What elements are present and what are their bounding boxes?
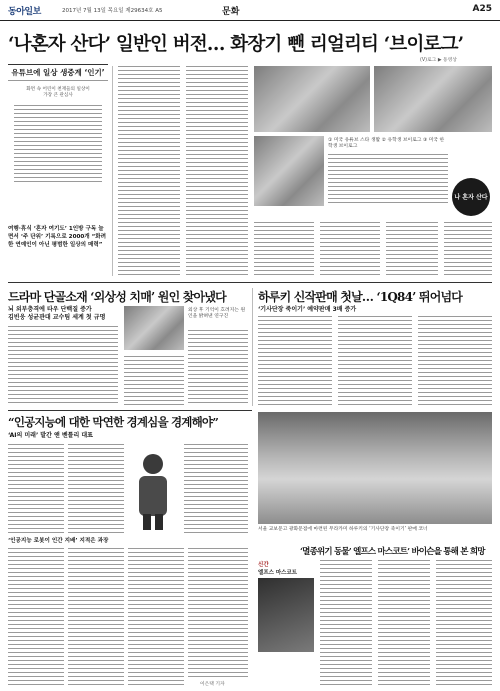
book-cover-image	[258, 578, 314, 652]
top-story-body-col-4	[320, 222, 380, 276]
column-divider	[112, 66, 113, 276]
book-label: 신간	[258, 562, 269, 568]
newspaper-logo: 동아일보	[8, 7, 41, 17]
mid-left-subhead-2: 김빈웅 성균관대 교수팀 세계 첫 규명	[8, 313, 106, 321]
section-rule	[8, 410, 252, 411]
bookstore-photo	[258, 412, 492, 524]
bottom-left-body-col-1	[8, 444, 64, 534]
bookstore-photo-caption: 서울 교보문고 광화문점에 마련된 무라카미 하루키의 ‘기사단장 죽이기’ 판매 코너	[258, 527, 428, 532]
top-story-body-col-1	[118, 66, 180, 276]
top-story-headline: ‘나혼자 산다’ 일반인 버전… 화장기 뺀 리얼리티 ‘브이로그’	[8, 34, 464, 55]
book-title: 엘프스 마스코트	[258, 570, 298, 576]
mid-right-body-col-1	[258, 316, 332, 406]
top-story-quote: 여행·휴식 ‘혼자 여기도’ 1인방 구독 늘면서 ‘주 단위’ 기록으로 2000개 “화려한 연예인이 아닌 평범한 일상의 매력”	[8, 226, 107, 248]
mid-right-body-col-2	[338, 316, 412, 406]
top-story-sidebar	[8, 64, 108, 274]
mid-left-body-col-3	[188, 330, 248, 406]
page-number: A25	[472, 4, 492, 14]
sidebar-title: 유튜브에 일상 생중계 ‘인기’	[8, 64, 108, 81]
bottom-left-byline: 이은택 기자	[200, 682, 225, 687]
mid-right-subhead: ‘기사단장 죽이기’ 예약판매 3배 증가	[258, 306, 357, 313]
section-rule	[8, 282, 492, 283]
mid-left-subhead-1: 뇌 외부충격에 타우 단백질 증가	[8, 306, 92, 313]
top-story-photo-1	[254, 66, 370, 132]
badge-label: 나 혼자 산다	[454, 193, 488, 201]
mid-left-photo-caption: 외상 후 기억이 흐려지는 원인을 밝혀낸 연구진	[188, 308, 246, 319]
top-story-body-col-2	[186, 66, 248, 276]
mid-left-body-col-2	[124, 356, 184, 406]
bottom-right-headline: ‘멸종위기 동물’ 엘프스 마스코트’ 바이슨을 통해 본 희망	[300, 547, 485, 557]
sidebar-line-2: 가장 큰 관심사	[43, 93, 73, 98]
bottom-left-body-col-3	[184, 444, 248, 534]
publication-info: 2017년 7월 13일 목요일 제29634호 A5	[62, 8, 163, 14]
bottom-left-subhead: ‘AI의 미래’ 발간 앤 벤틀리 대표	[8, 432, 93, 439]
bottom-left-body-col-6	[128, 548, 184, 688]
top-story-photo-caption: ① 미국 유튜브 스타 생활 ② 유학생 브이로그 ③ 미국 한 학생 브이로그	[328, 138, 448, 204]
bottom-right-body-col-3	[436, 560, 492, 686]
person-portrait	[128, 440, 178, 530]
mid-right-body-col-3	[418, 316, 492, 406]
badge-icon	[452, 178, 490, 216]
top-story-photo-3	[254, 136, 324, 206]
bottom-left-headline: “인공지능에 대한 막연한 경계심을 경계해야”	[8, 415, 219, 429]
mid-left-body-col-1	[8, 326, 118, 406]
top-story-kicker: (V)로그 ▶ 동영상	[420, 58, 457, 63]
column-divider	[252, 288, 253, 406]
bottom-right-body-col-1	[320, 560, 372, 686]
person-icon	[133, 450, 173, 530]
sidebar-body-text	[14, 105, 102, 185]
bottom-left-body-col-2	[68, 444, 124, 534]
top-story-body-col-5	[386, 222, 438, 276]
mid-right-headline: 하루키 신작판매 첫날… ‘1Q84’ 뛰어넘다	[258, 290, 463, 304]
mid-left-photo	[124, 306, 184, 350]
bottom-left-body-col-7	[188, 548, 248, 678]
sidebar-line-1: 화면 속 어린이 천재들의 일상이	[26, 87, 90, 92]
bottom-left-body-col-5	[68, 548, 124, 688]
top-story-photo-2	[374, 66, 492, 132]
bottom-left-body-col-4	[8, 548, 64, 688]
bottom-right-body-col-2	[378, 560, 430, 686]
top-story-body-col-3	[254, 222, 314, 276]
book-info	[258, 560, 318, 576]
top-story-body-col-6	[444, 222, 492, 276]
mid-left-subheads	[8, 306, 118, 321]
mid-left-headline: 드라마 단골소재 ‘외상성 치매’ 원인 찾아냈다	[8, 290, 226, 304]
bottom-left-body-heading: ‘인공지능 로봇이 인간 지배’ 지적은 과장	[8, 538, 109, 544]
section-label: 문화	[222, 7, 240, 17]
